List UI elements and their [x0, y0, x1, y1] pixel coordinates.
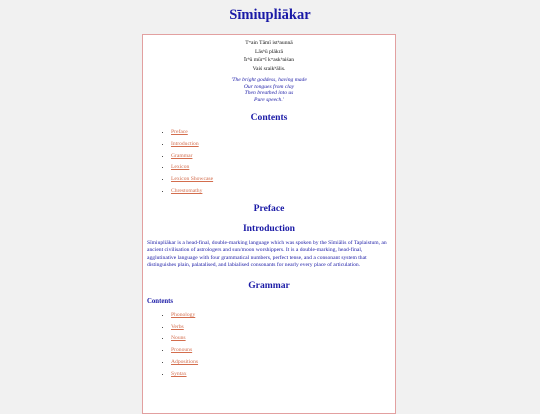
toc-link-syntax[interactable]: Syntax — [171, 370, 187, 377]
poem-translation — [147, 77, 391, 103]
translation-line: Our tongues from clay — [243, 83, 295, 90]
toc-item — [171, 140, 391, 152]
grammar-heading: Grammar — [248, 279, 290, 291]
toc-link-nouns[interactable]: Nouns — [171, 335, 186, 342]
poem-line: Vaiś sraikʰālis. — [252, 65, 286, 72]
contents-heading: Contents — [250, 112, 288, 123]
introduction-text: Sīmiupliākar is a head-final, double-marking language which was spoken by the Sīmiālis of Taplaistum, an ancient civilisation of astrologers and sun/moon worshippers. It is a double-marking, head-final, agglutinative language with four grammatical numbers, perfect tense, and a consonant system that distinguishes plain, palatalised, and labialised consonants for nearly every place of articulation. — [147, 239, 387, 269]
table-of-contents — [147, 128, 391, 199]
toc-item — [171, 370, 391, 382]
toc-link-preface[interactable]: Preface — [171, 129, 188, 135]
translation-line: Then breathed into us — [244, 90, 294, 96]
toc-link-adpositions[interactable]: Adpositions — [171, 358, 199, 365]
translation-line: Pure speech.' — [254, 96, 284, 103]
article-panel — [142, 34, 396, 414]
toc-link-chrestomathy[interactable]: Chrestomathy — [171, 187, 203, 194]
toc-item — [171, 311, 391, 323]
toc-item — [171, 128, 391, 140]
toc-link-verbs[interactable]: Verbs — [171, 323, 184, 330]
preface-heading: Preface — [253, 202, 285, 214]
toc-item — [171, 152, 391, 164]
toc-link-pronouns[interactable]: Pronouns — [171, 347, 193, 354]
toc-link-introduction[interactable]: Introduction — [171, 140, 199, 147]
poem — [147, 39, 391, 73]
poem-line: Lāsʰū plākrā — [254, 48, 284, 55]
grammar-table-of-contents — [147, 311, 391, 382]
poem-line: Tʷain Tāmī istʰaunnā — [245, 40, 293, 46]
translation-line: 'The bright goddess, having made — [231, 77, 307, 83]
page-title: Sīmiupliākar — [229, 7, 311, 23]
poem-line: Īrʰū mūrʷī kʷaskʰaiśan — [243, 57, 295, 63]
toc-link-grammar[interactable]: Grammar — [171, 152, 193, 159]
toc-item — [171, 358, 391, 370]
introduction-heading: Introduction — [242, 222, 296, 234]
toc-item — [171, 346, 391, 358]
toc-item — [171, 163, 391, 175]
grammar-contents-heading: Contents — [147, 297, 174, 305]
toc-item — [171, 323, 391, 335]
toc-item — [171, 175, 391, 187]
toc-link-phonology[interactable]: Phonology — [171, 311, 196, 318]
toc-item — [171, 187, 391, 199]
toc-item — [171, 334, 391, 346]
toc-link-lexicon[interactable]: Lexicon — [171, 164, 190, 171]
toc-link-lexicon-showcase[interactable]: Lexicon Showcase — [171, 176, 214, 183]
